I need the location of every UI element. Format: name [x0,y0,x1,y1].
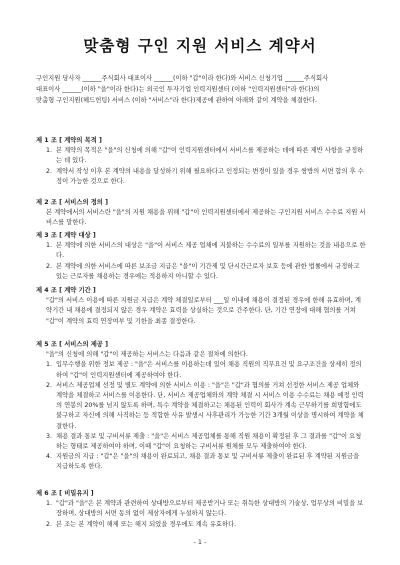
item-text: 본 조는 본 계약이 해제 또는 해지 되었을 경우에도 계속 유효하다. [56,520,237,528]
article-heading: 제 3 조 [ 계약 대상 ] [36,232,96,239]
list-item [36,499,366,519]
article-body: 본 계약에서의 서비스란 "을"의 지원 채용을 위해 "갑"이 인력지원센터에서 제공하는 구인지원 서비스 수수료 지원 서비스를 말한다. [46,209,366,227]
item-number: 2. [46,520,53,528]
article-5 [36,340,366,473]
list-item [36,520,366,530]
item-number: 3. [46,432,53,440]
item-number: 2. [46,262,53,270]
article-heading: 제 5 조 [ 서비스의 제공 ] [36,341,108,348]
item-number: 2. [46,381,53,389]
item-text: "갑"과 "을"은 본 계약과 관련하여 상대방으로부터 제공받거나 또는 취득한 상대방의 기술상, 업무상의 비밀을 보장하며, 상대방의 서면 동의 없이 제삼자에게 누설하지 않는다. [56,500,364,518]
item-text: 본 계약에 의한 서비스의 대상은 "을"이 서비스 제공 업체에 지불하는 수수료의 일부를 지원하는 것을 내용으로 한다. [56,242,366,260]
article-list [36,146,366,187]
article-body: "갑"의 서비스 이용에 따른 지원금 지급은 계약 체결일로부터 ___일 이내에 채용이 결정된 경우에 한해 유효하며, 계약기간 내 채용에 결정되지 않은 경우 계약은 효력을 상실하는 것으로 간주한다. 단, 기간 연장에 대해 협의를 거쳐 "갑"이 계약의 효력 연장여부 및 기한을 최종 결정한다. [46,297,361,325]
intro-line: 맞춤형 구인지원(헤드헌팅) 서비스 (이하 "서비스"라 한다)제공에 관하여 아래와 같이 계약을 체결한다. [36,97,317,105]
article-4 [36,286,366,327]
item-text: 지원금의 지급 : "갑"은 "을"의 채용이 완료되고, 채용 결과 통보 및 구비서류 제출이 완료된 후 계약된 지원금을 지급하도록 한다. [56,453,360,471]
item-number: 1. [46,242,53,250]
list-item [36,241,366,261]
item-number: 2. [46,167,53,175]
article-heading: 제 2 조 [ 서비스의 정의 ] [36,199,108,206]
intro-line: 대표이사 ______(이하 "을"이라 한다)는 외국인 투자기업 인력지원센터 (이하 "인력지원센터"라 한다)의 [36,86,320,94]
item-text: 계약서 작성 이후 본 계약의 내용을 달성하기 위해 필요하다고 인정되는 변경이 있을 경우 쌍방의 서면 합의 후 수정이 가능한 것으로 한다. [56,167,364,185]
list-item [36,432,366,452]
article-body: "을"의 신청에 의해 "갑"이 제공하는 서비스는 다음과 같은 절차에 의한다. [46,351,248,359]
item-number: 1. [46,147,53,155]
item-text: 본 계약의 목적은 "을"의 신청에 의해 "갑"이 인력지원센터에서 서비스를 제공하는 데에 따른 제반 사항을 규정하는 데 있다. [56,147,364,165]
list-item [36,167,366,187]
article-heading: 제 1 조 [ 계약의 목적 ] [36,137,102,144]
article-list [36,360,366,472]
item-text: 서비스 제공업체 선정 및 별도 계약에 의한 서비스 이용 : "을"은 "갑"과 협의를 거쳐 선정한 서비스 제공 업체와 계약을 체결하고 서비스를 이용한다. 단, 서비스 제공업체와의 계약 체결 시 서비스 이용 수수료는 채용 예정 인력의 연봉의 20%를 넘지 않도록 하며, 특수 계약을 체결하고는 채용된 인력이 회사가 계속 근무하기를 희망함에도 불구하고 자신에 의해 사직하는 등 적합한 사유 발생시 사후관리가 가능한 기간 3개월 이상을 명시하여 계약을 체결한다. [56,381,364,430]
item-number: 1. [46,500,53,508]
article-heading: 제 6 조 [ 비밀유지 ] [36,490,94,497]
item-text: 채용 결과 통보 및 구비서류 제출 : "을"은 서비스 제공업체를 통해 직원 채용이 확정된 후 그 결과를 "갑"이 요청하는 형태로 제공하여야 하며, 이때 "갑"이 요청하는 구비서류 원체를 모두 제출하여야 한다. [56,432,362,451]
article-6 [36,489,366,530]
list-item [36,381,366,432]
article-heading: 제 4 조 [ 계약 기간 ] [36,287,96,294]
article-list [36,499,366,530]
article-3 [36,231,366,282]
intro-line: 구인지원 당사자 ______주식회사 대표이사 ______(이하 "갑"이라 한다)와 서비스 신청기업 ______주식회사 [36,75,329,82]
article-list [36,241,366,282]
item-text: 본 계약에 의한 서비스에 따른 보조금 지급은 "을"이 기간제 및 단시간근로자 보호 등에 관한 법률에서 규정하고 있는 근로자를 채용하는 경우에는 적용하지 아니할 수 있다. [56,262,360,280]
list-item [36,262,366,282]
document-title: 맞춤형 구인 지원 서비스 계약서 [83,37,317,55]
item-number: 1. [46,361,53,369]
article-2 [36,198,366,229]
list-item [36,360,366,380]
intro-paragraph [36,73,366,107]
article-1 [36,136,366,187]
list-item [36,452,366,472]
list-item [36,146,366,166]
page-number: - 1 - [193,538,207,546]
item-text: 입무수행을 위한 정보 제공 : "을"은 서비스를 이용하는데 있어 채용 직원의 직무요건 및 요구조건을 상세히 정의하여 "갑"이 인력지원센터에 제공하여야 한다. [56,361,362,379]
item-number: 4. [46,453,53,461]
